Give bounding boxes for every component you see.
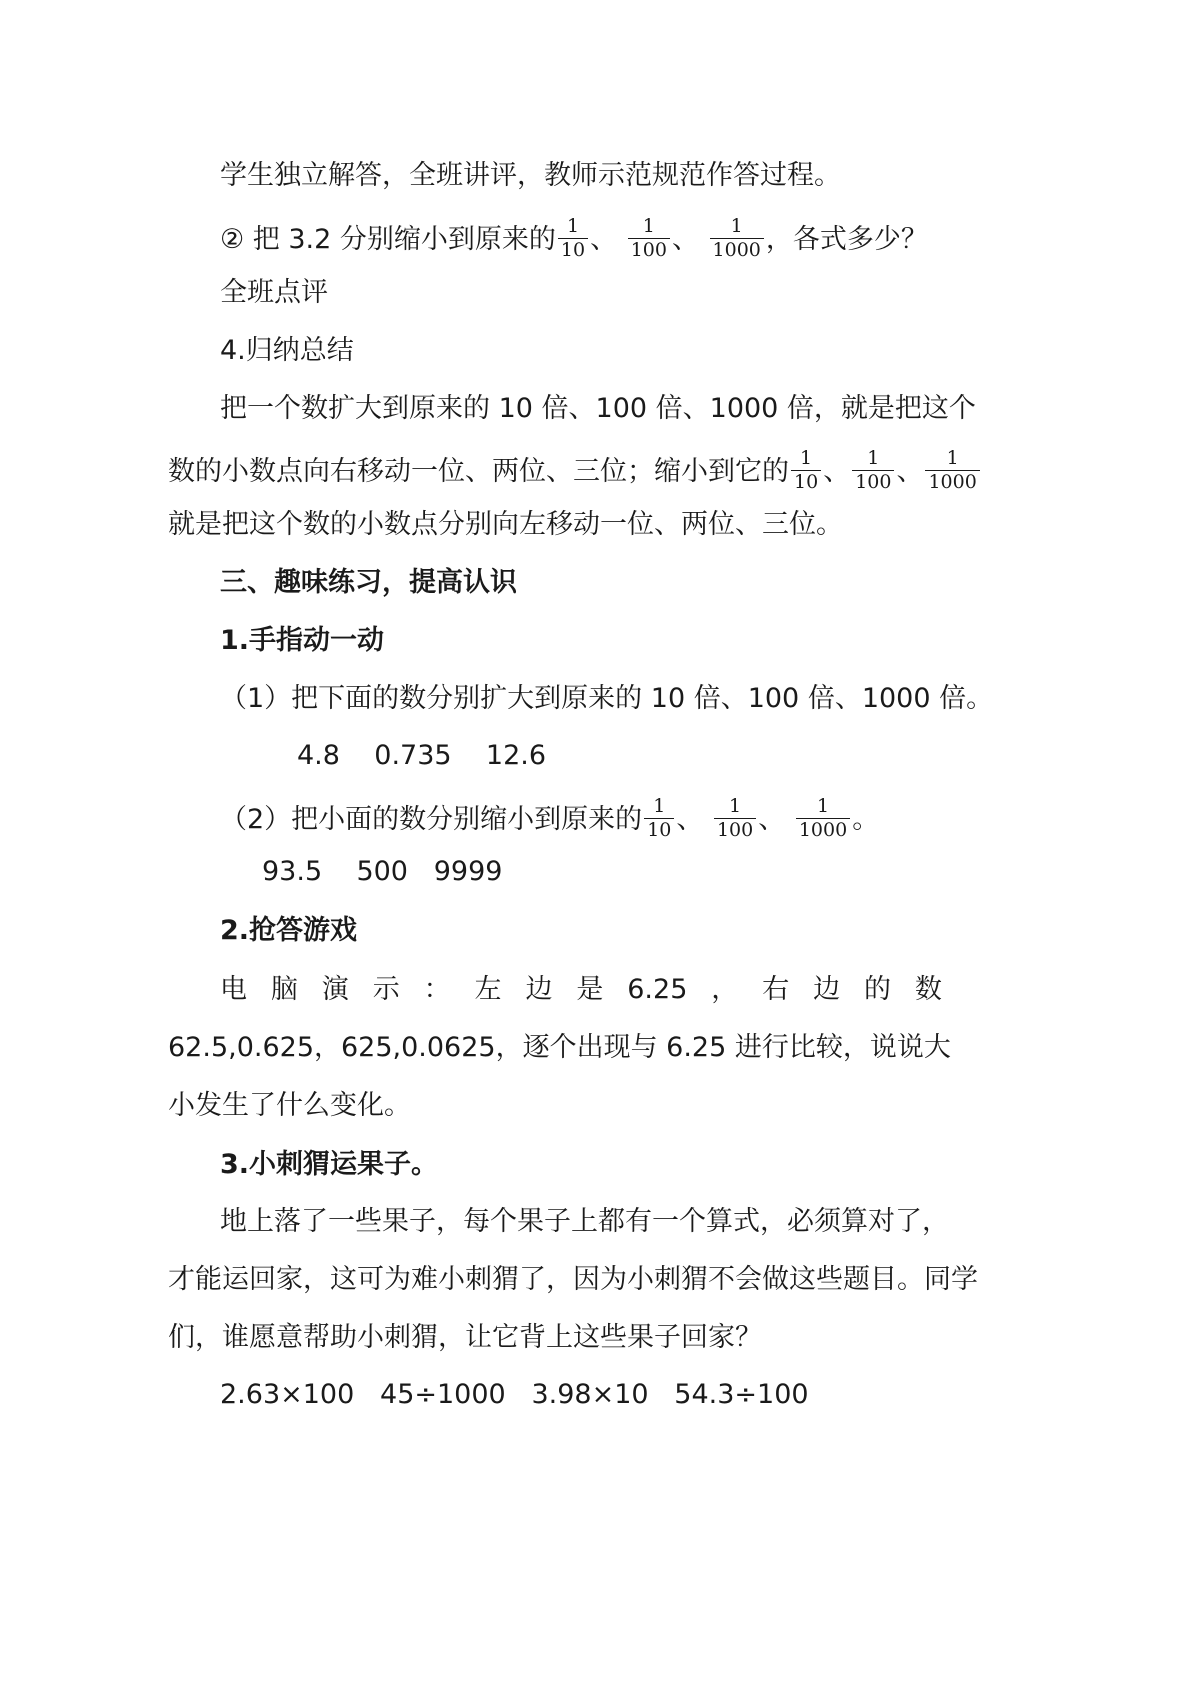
paragraph-line: 62.5,0.625，625,0.0625，逐个出现与 6.25 进行比较，说说大 bbox=[168, 1032, 951, 1063]
paragraph-line: ② 把 3.2 分别缩小到原来的 $\frac{1}{10}$ 、 $\frac{1}{100}$ 、 $\frac{1}{1000}$ ，各式多少？ bbox=[220, 215, 928, 261]
paragraph-line: 数的小数点向右移动一位、两位、三位；缩小到它的 $\frac{1}{10}$ 、 $\frac{1}{100}$ 、 $\frac{1}{1000}$ bbox=[168, 451, 982, 494]
paragraph-line: 才能运回家，这可为难小刺猬了，因为小刺猬不会做这些题目。同学 bbox=[168, 1264, 978, 1295]
justified-word: 是 bbox=[576, 974, 604, 1005]
expression-list: 2.63×100 45÷1000 3.98×10 54.3÷100 bbox=[220, 1379, 809, 1410]
justified-word: ， bbox=[711, 974, 739, 1005]
fraction: $\frac{1}{100}$ bbox=[628, 217, 670, 260]
paragraph-line: 小发生了什么变化。 bbox=[168, 1090, 411, 1121]
justified-word: 边 bbox=[813, 974, 841, 1005]
section-heading: 三、趣味练习，提高认识 bbox=[220, 567, 517, 598]
fraction: $\frac{1}{100}$ bbox=[852, 449, 894, 492]
subsection-heading: 3.小刺猬运果子。 bbox=[220, 1149, 439, 1180]
number-list: 4.8 0.735 12.6 bbox=[297, 740, 547, 771]
paragraph-line: （2）把小面的数分别缩小到原来的 $\frac{1}{10}$ 、 $\frac{1}{100}$ 、 $\frac{1}{1000}$ 。 bbox=[220, 795, 880, 841]
fraction: $\frac{1}{1000}$ bbox=[710, 217, 764, 260]
paragraph-line: 全班点评 bbox=[220, 277, 328, 308]
justified-word: 脑 bbox=[270, 974, 298, 1005]
justified-word: ： bbox=[423, 974, 451, 1005]
paragraph-line-justified bbox=[220, 976, 942, 1003]
justified-word: 左 bbox=[474, 974, 502, 1005]
justified-word: 数 bbox=[914, 974, 942, 1005]
paragraph-line: 地上落了一些果子，每个果子上都有一个算式，必须算对了， bbox=[220, 1206, 949, 1237]
fraction: $\frac{1}{100}$ bbox=[714, 797, 756, 840]
justified-word: 电 bbox=[220, 974, 247, 1005]
paragraph-line: 就是把这个数的小数点分别向左移动一位、两位、三位。 bbox=[168, 509, 843, 540]
justified-word: 6.25 bbox=[627, 974, 688, 1005]
justified-word: 演 bbox=[321, 974, 349, 1005]
paragraph-line: 学生独立解答，全班讲评，教师示范规范作答过程。 bbox=[220, 160, 841, 191]
number-list: 93.5 500 9999 bbox=[262, 856, 503, 887]
fraction: $\frac{1}{10}$ bbox=[558, 217, 588, 260]
subsection-heading: 1.手指动一动 bbox=[220, 625, 385, 656]
justified-word: 示 bbox=[372, 974, 400, 1005]
fraction: $\frac{1}{1000}$ bbox=[925, 449, 979, 492]
paragraph-line: （1）把下面的数分别扩大到原来的 10 倍、100 倍、1000 倍。 bbox=[220, 683, 994, 714]
paragraph-line: 们，谁愿意帮助小刺猬，让它背上这些果子回家？ bbox=[168, 1322, 762, 1353]
paragraph-line: 把一个数扩大到原来的 10 倍、100 倍、1000 倍，就是把这个 bbox=[220, 393, 976, 424]
justified-word: 右 bbox=[762, 974, 790, 1005]
fraction: $\frac{1}{10}$ bbox=[644, 797, 674, 840]
fraction: $\frac{1}{10}$ bbox=[791, 449, 821, 492]
subsection-heading: 2.抢答游戏 bbox=[220, 915, 358, 946]
section-heading: 4.归纳总结 bbox=[220, 335, 354, 366]
fraction: $\frac{1}{1000}$ bbox=[796, 797, 850, 840]
justified-word: 的 bbox=[864, 974, 891, 1005]
justified-word: 边 bbox=[525, 974, 553, 1005]
